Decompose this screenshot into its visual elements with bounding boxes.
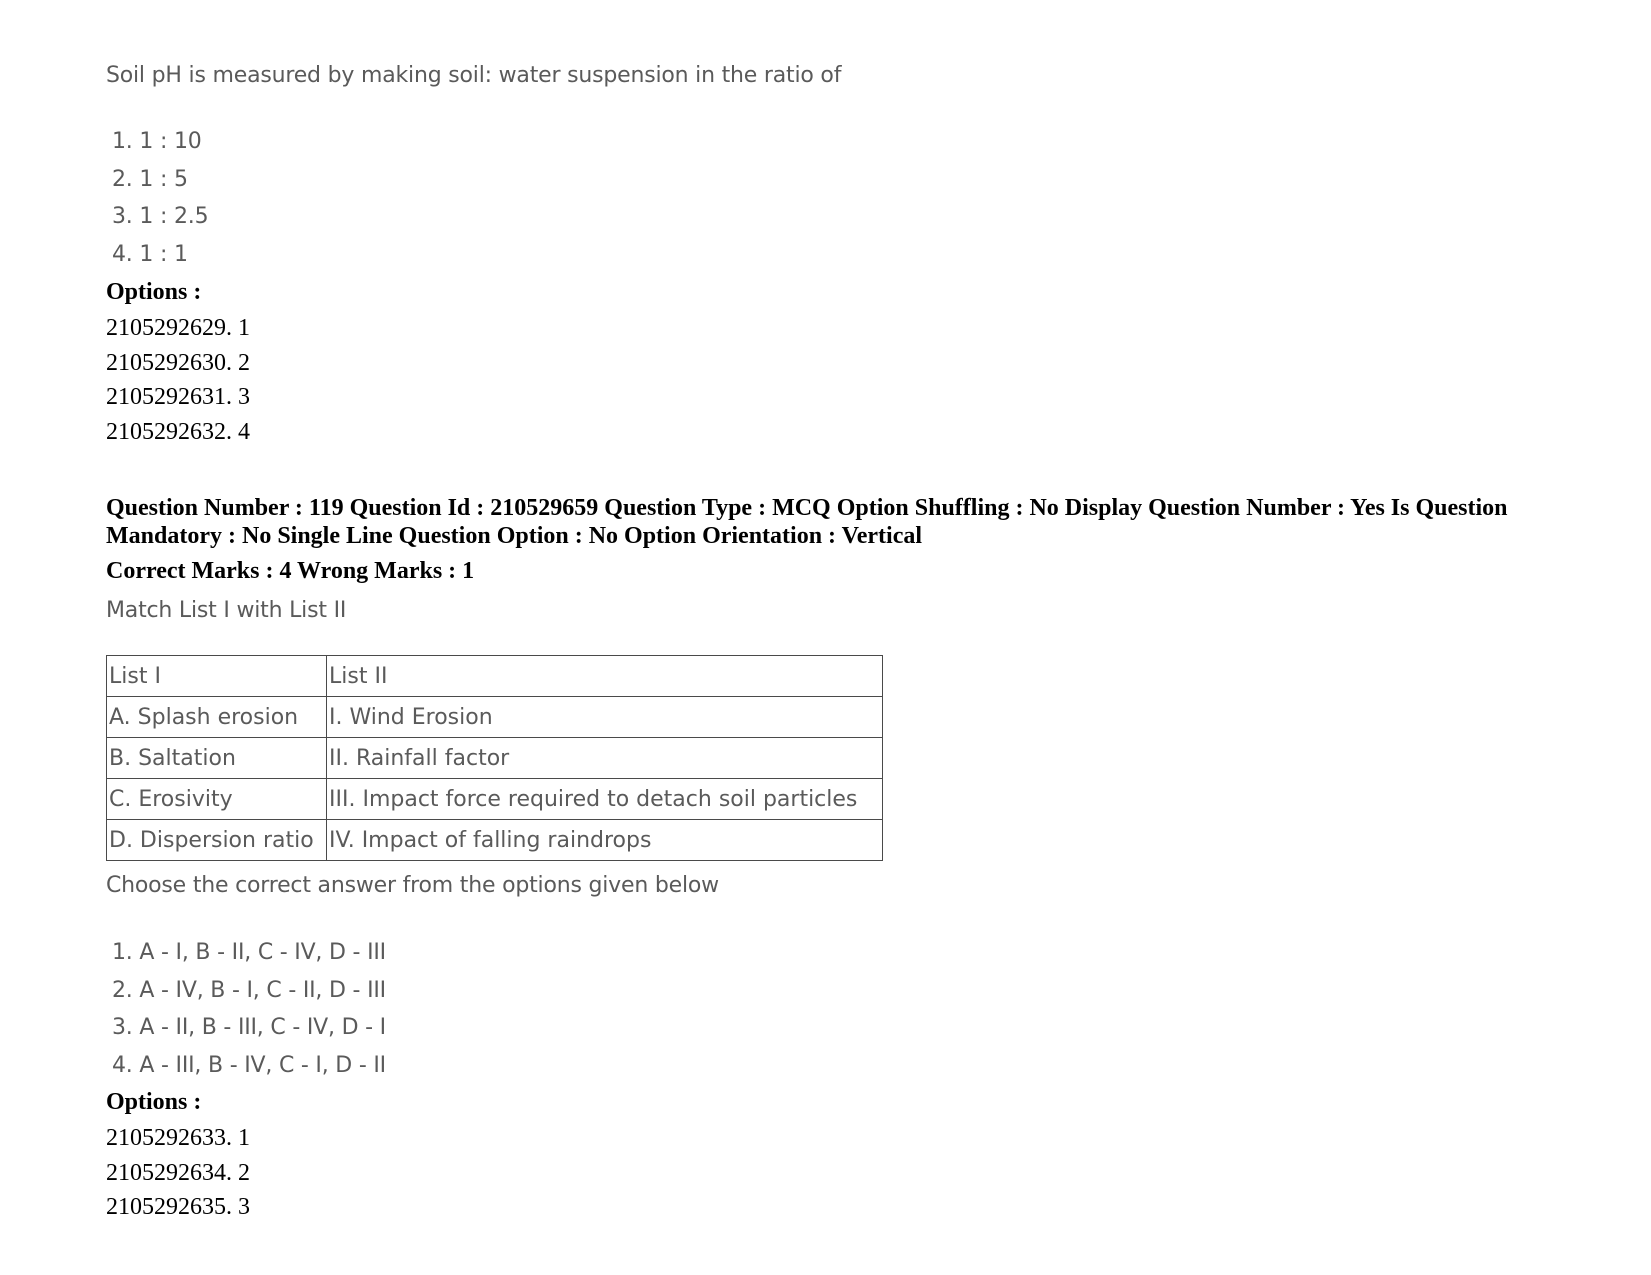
choice-item: 2. 1 : 5 [112, 166, 188, 192]
choice-item: 3. 1 : 2.5 [112, 204, 209, 229]
option-id-list [106, 1121, 250, 1225]
question-stem: Soil pH is measured by making soil: water suspension in the ratio of [106, 63, 842, 88]
choice-item: 3. A - II, B - III, C - IV, D - I [112, 1015, 386, 1040]
option-id-item: 2105292633. 1 [106, 1125, 250, 1151]
option-id-item: 2105292629. 1 [106, 315, 250, 341]
choice-item: 1. 1 : 10 [112, 129, 202, 154]
choice-list [112, 123, 208, 273]
choice-list [112, 934, 386, 1084]
table-cell: III. Impact force required to detach soil particles [327, 779, 883, 820]
option-id-item: 2105292632. 4 [106, 418, 250, 445]
table-row [107, 697, 883, 738]
table-header-cell: List II [327, 656, 883, 697]
option-id-item: 2105292635. 3 [106, 1194, 250, 1220]
options-label: Options : [106, 279, 202, 305]
table-cell: B. Saltation [107, 738, 327, 779]
option-id-item: 2105292630. 2 [106, 349, 250, 376]
choice-item: 4. A - III, B - IV, C - I, D - II [112, 1052, 386, 1078]
table-row [107, 738, 883, 779]
table-header-row [107, 656, 883, 697]
table-row [107, 820, 883, 861]
question-instruction: Choose the correct answer from the options given below [106, 873, 719, 898]
table-cell: IV. Impact of falling raindrops [327, 820, 883, 861]
table-row [107, 779, 883, 820]
table-header-cell: List I [107, 656, 327, 697]
table-cell: I. Wind Erosion [327, 697, 883, 738]
option-id-item: 2105292634. 2 [106, 1159, 250, 1186]
choice-item: 4. 1 : 1 [112, 241, 188, 267]
match-table [106, 655, 883, 861]
question-meta: Question Number : 119 Question Id : 210529659 Question Type : MCQ Option Shuffling : No Display Question Number : Yes Is Question Mandatory : No Single Line Question Option : No Option Orientation : Vertical [106, 495, 1508, 549]
options-label: Options : [106, 1089, 202, 1115]
option-id-list [106, 311, 250, 449]
table-cell: D. Dispersion ratio [107, 820, 327, 861]
question-marks: Correct Marks : 4 Wrong Marks : 1 [106, 558, 475, 584]
option-id-item: 2105292631. 3 [106, 384, 250, 410]
table-cell: II. Rainfall factor [327, 738, 883, 779]
table-cell: C. Erosivity [107, 779, 327, 820]
choice-item: 1. A - I, B - II, C - IV, D - III [112, 940, 386, 965]
table-cell: A. Splash erosion [107, 697, 327, 738]
choice-item: 2. A - IV, B - I, C - II, D - III [112, 977, 386, 1003]
question-stem: Match List I with List II [106, 598, 347, 623]
